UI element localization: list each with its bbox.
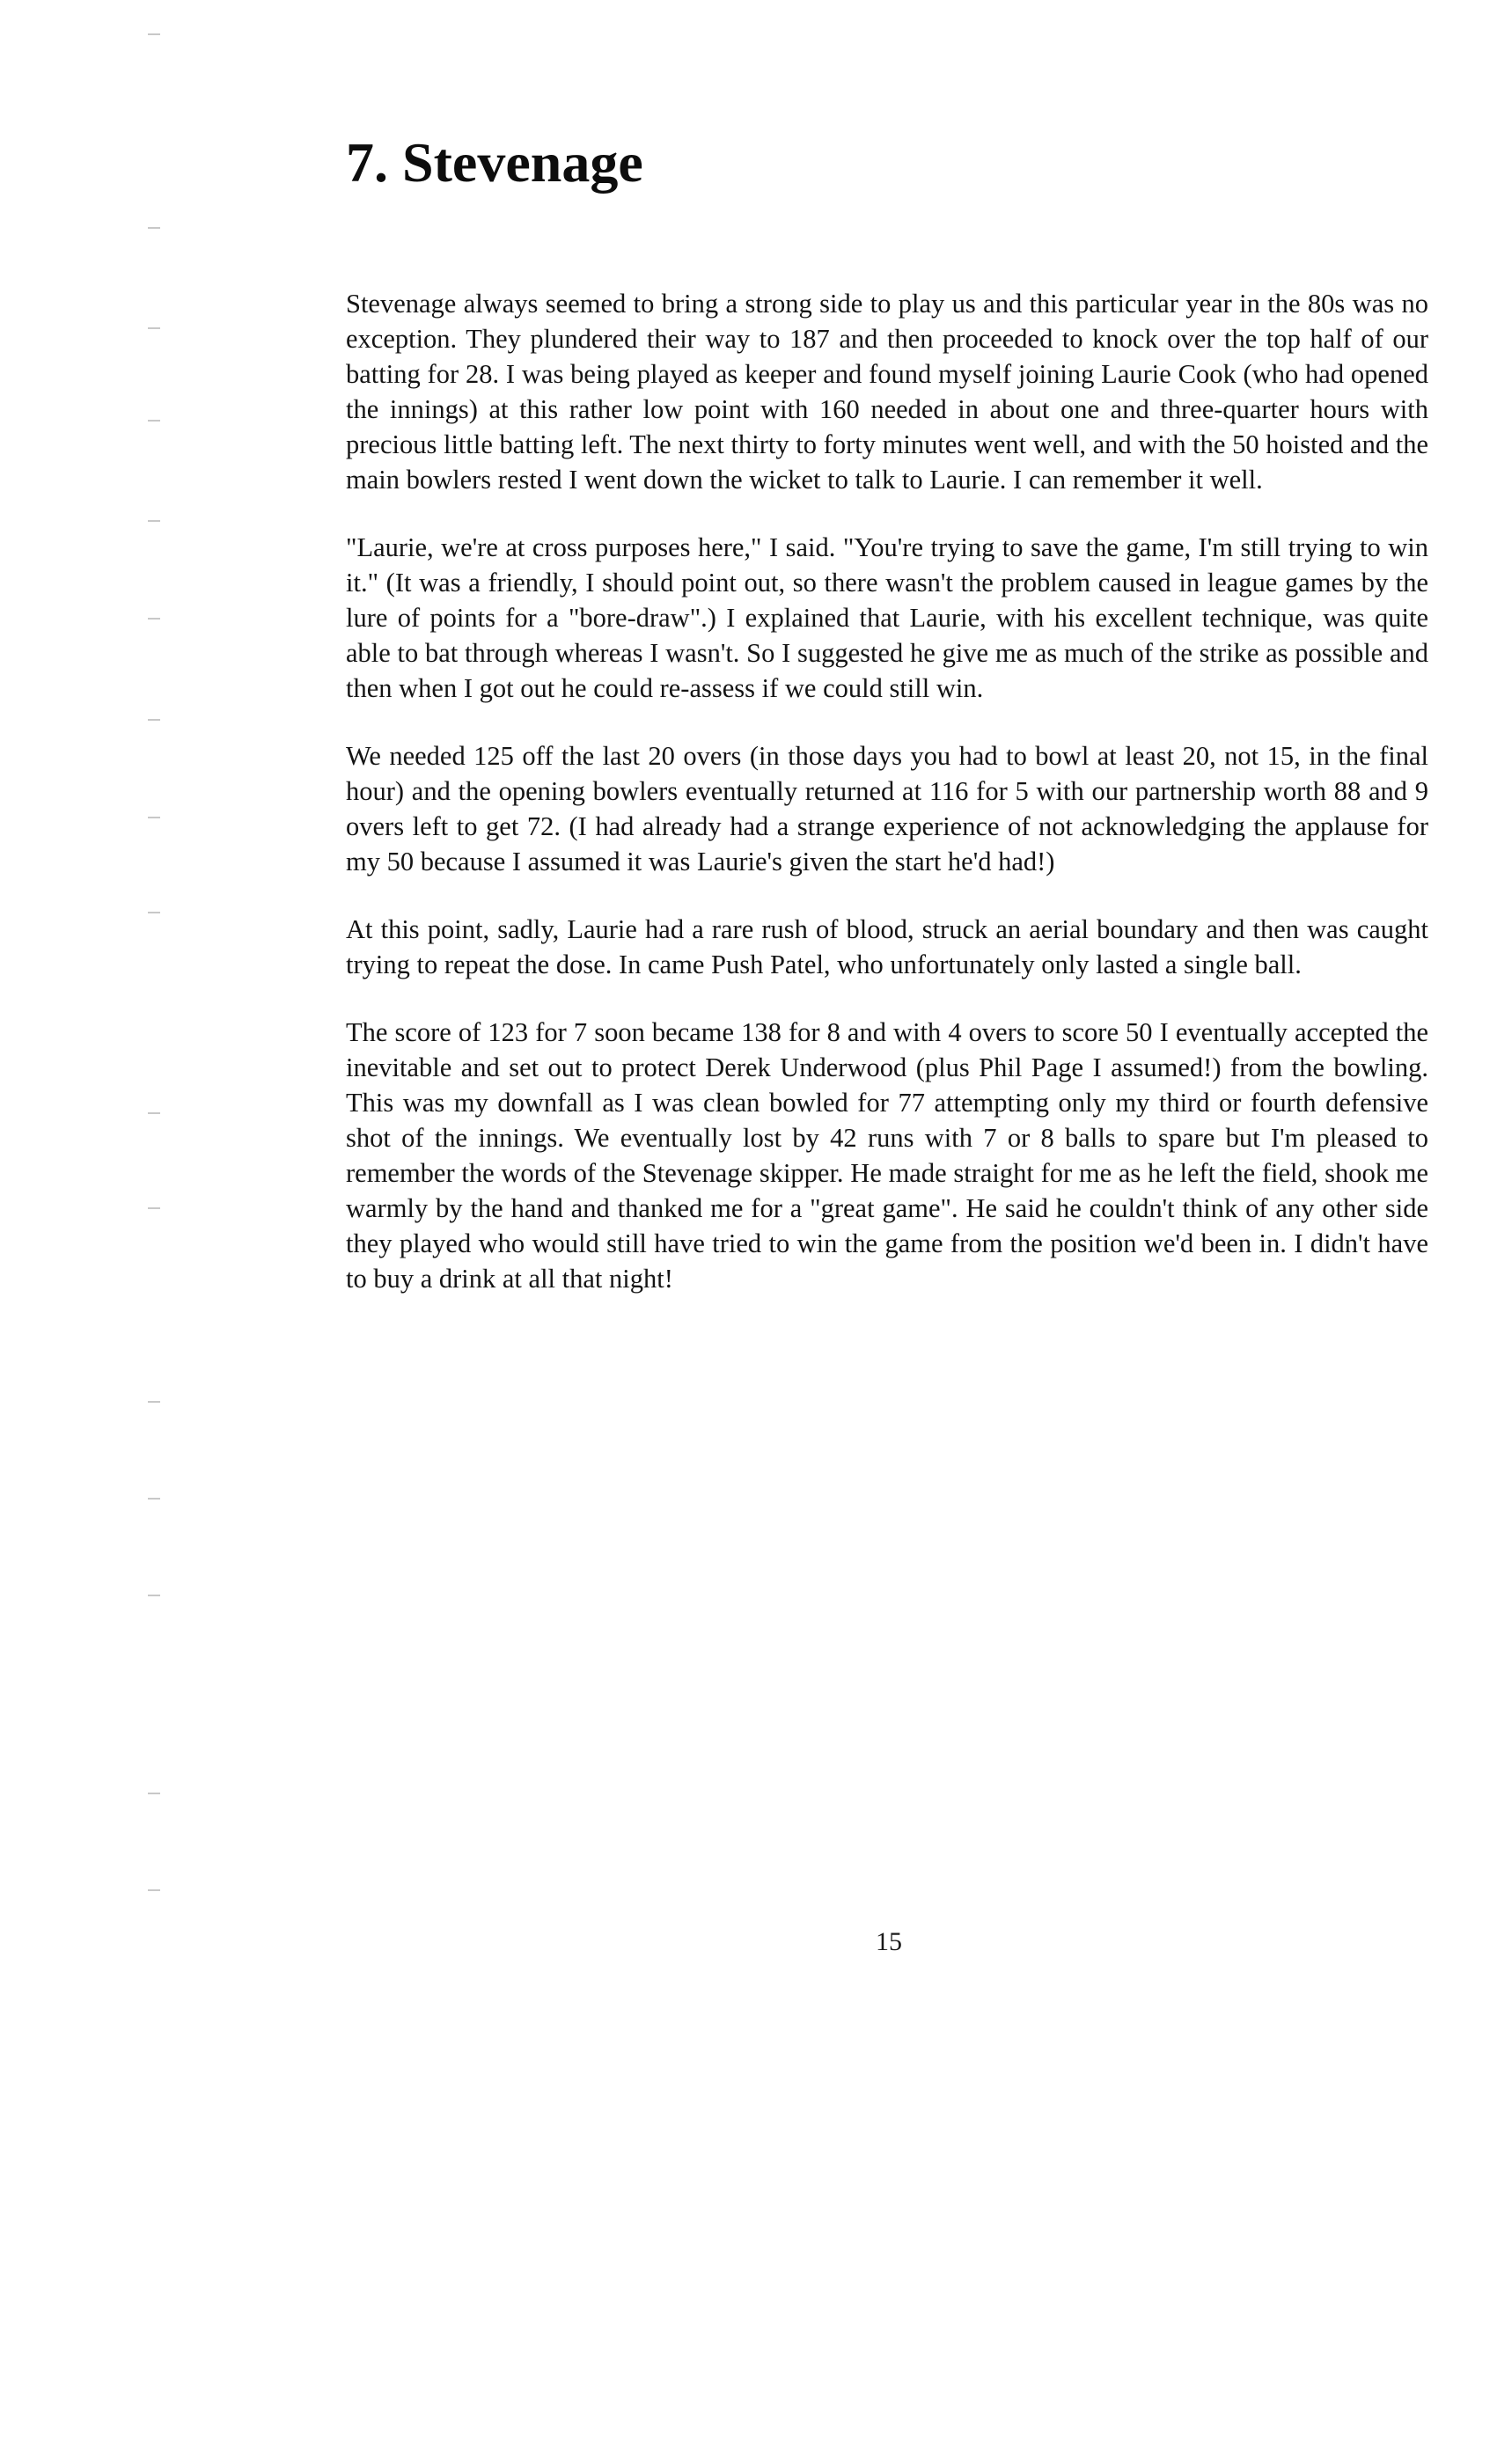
scan-speck	[148, 1112, 160, 1114]
scan-speck	[148, 33, 160, 35]
paragraph: We needed 125 off the last 20 overs (in those days you had to bowl at least 20, not 15, in the final hour) and the opening bowlers eventually returned at 116 for 5 with our partnership worth 88 and 9 overs left to get 72. (I had already had a strange experience of not acknowledging the applause for my 50 because I assumed it was Laurie's given the start he'd had!)	[346, 741, 1428, 876]
paragraph: Stevenage always seemed to bring a strong side to play us and this particular year in the 80s was no exception. They plundered their way to 187 and then proceeded to knock over the top half of our batting for 28. I was being played as keeper and found myself joining Laurie Cook (who had opened the innings) at this rather low point with 160 needed in about one and three-quarter hours with precious little batting left. The next thirty to forty minutes went well, and with the 50 hoisted and the main bowlers rested I went down the wicket to talk to Laurie. I can remember it well.	[346, 289, 1428, 495]
chapter-title: 7. Stevenage	[346, 131, 643, 194]
scan-speck	[148, 1595, 160, 1596]
paragraph: The score of 123 for 7 soon became 138 for 8 and with 4 overs to score 50 I eventually accepted the inevitable and set out to protect Derek Underwood (plus Phil Page I assumed!) from the bowling. This was my downfall as I was clean bowled for 77 attempting only my third or fourth defensive shot of the innings. We eventually lost by 42 runs with 7 or 8 balls to spare but I'm pleased to remember the words of the Stevenage skipper. He made straight for me as he left the field, shook me warmly by the hand and thanked me for a "great game". He said he couldn't think of any other side they played who would still have tried to win the game from the position we'd been in. I didn't have to buy a drink at all that night!	[346, 1017, 1428, 1294]
paragraph: "Laurie, we're at cross purposes here," I said. "You're trying to save the game, I'm still trying to win it." (It was a friendly, I should point out, so there wasn't the problem caused in league games by the lure of points for a "bore-draw".) I explained that Laurie, with his excellent technique, was quite able to bat through whereas I wasn't. So I suggested he give me as much of the strike as possible and then when I got out he could re-assess if we could still win.	[346, 532, 1428, 703]
scan-speck	[148, 227, 160, 229]
scan-speck	[148, 1889, 160, 1891]
scan-speck	[148, 618, 160, 620]
paragraph: At this point, sadly, Laurie had a rare rush of blood, struck an aerial boundary and then was caught trying to repeat the dose. In came Push Patel, who unfortunately only lasted a single ball.	[346, 914, 1428, 979]
page-number: 15	[876, 1927, 902, 1956]
scan-speck	[148, 719, 160, 721]
scan-speck	[148, 327, 160, 329]
scan-speck	[148, 1498, 160, 1500]
scan-speck	[148, 420, 160, 422]
scan-speck	[148, 817, 160, 818]
scan-speck	[148, 520, 160, 522]
scan-speck	[148, 912, 160, 913]
scan-speck	[148, 1207, 160, 1209]
scan-speck	[148, 1401, 160, 1403]
chapter-body	[346, 286, 1428, 1329]
scan-speck	[148, 1793, 160, 1794]
